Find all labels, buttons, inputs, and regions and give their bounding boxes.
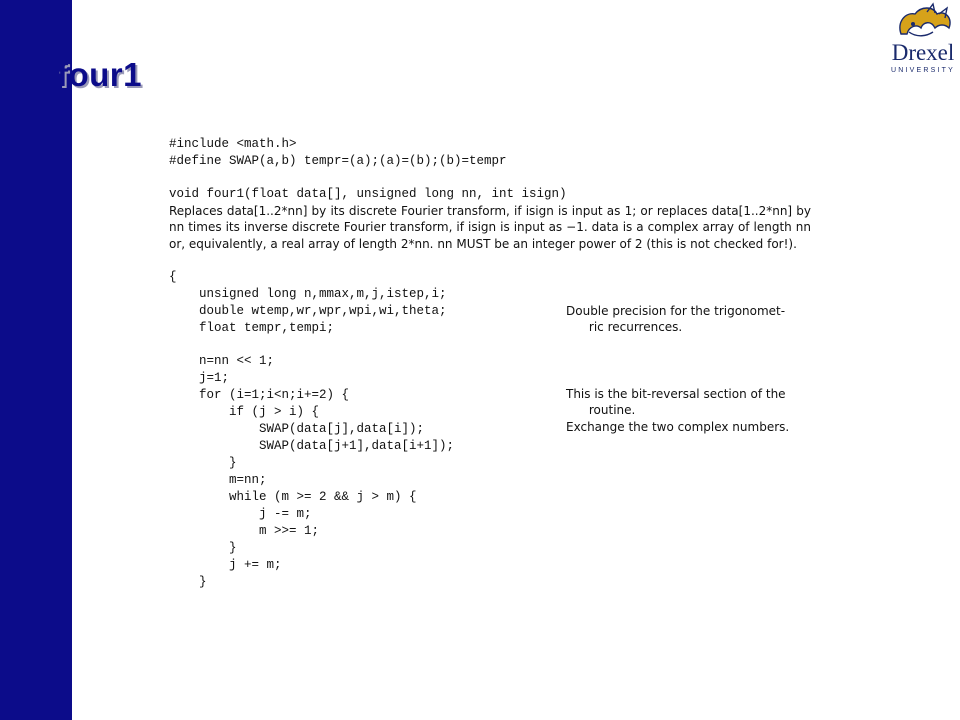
code-line-signature: void four1(float data[], unsigned long nn, int isign) [169,187,567,201]
code-line: m=nn; [169,473,267,487]
code-line: SWAP(data[j+1],data[i+1]); [169,439,455,453]
function-description: Replaces data[1..2*nn] by its discrete Fourier transform, if isign is input as 1; or replaces data[1..2*nn] by nn times its inverse discrete Fourier transform, if isign is input as −1. data is a complex array of length nn or, equivalently, a real array of length 2*nn. nn MUST be an integer power of 2 (this is not checked for!). [169,204,811,251]
code-line: j -= m; [169,507,312,521]
code-line-define: #define SWAP(a,b) tempr=(a);(a)=(b);(b)=tempr [169,154,507,168]
code-line: n=nn << 1; [169,354,275,368]
code-line: SWAP(data[j],data[i]); [169,422,425,436]
code-line-include: #include <math.h> [169,137,297,151]
code-line: j=1; [169,371,230,385]
logo-subtitle: UNIVERSITY [890,67,955,74]
code-line: unsigned long n,mmax,m,j,istep,i; [169,287,447,301]
comment-bit-reversal-line1: This is the bit-reversal section of the [566,387,786,401]
comment-bit-reversal-line2: routine. [566,403,636,417]
comment-double-precision-line2: ric recurrences. [566,320,683,334]
code-line: while (m >= 2 && j > m) { [169,490,417,504]
code-line: m >>= 1; [169,524,320,538]
code-line: } [169,456,237,470]
comment-double-precision-line1: Double precision for the trigonomet- [566,304,786,318]
code-line: float tempr,tempi; [169,321,335,335]
comment-exchange: Exchange the two complex numbers. [566,420,790,434]
code-line: double wtemp,wr,wpr,wpi,wi,theta; [169,304,447,318]
code-line: { [169,270,177,284]
code-line: } [169,541,237,555]
code-line: for (i=1;i<n;i+=2) { [169,388,350,402]
logo-wordmark: Drexel [891,40,955,65]
code-line: } [169,575,207,589]
code-line: j += m; [169,558,282,572]
code-line: if (j > i) { [169,405,320,419]
left-sidebar-bar [0,0,72,720]
slide-title: four1 [57,56,142,93]
